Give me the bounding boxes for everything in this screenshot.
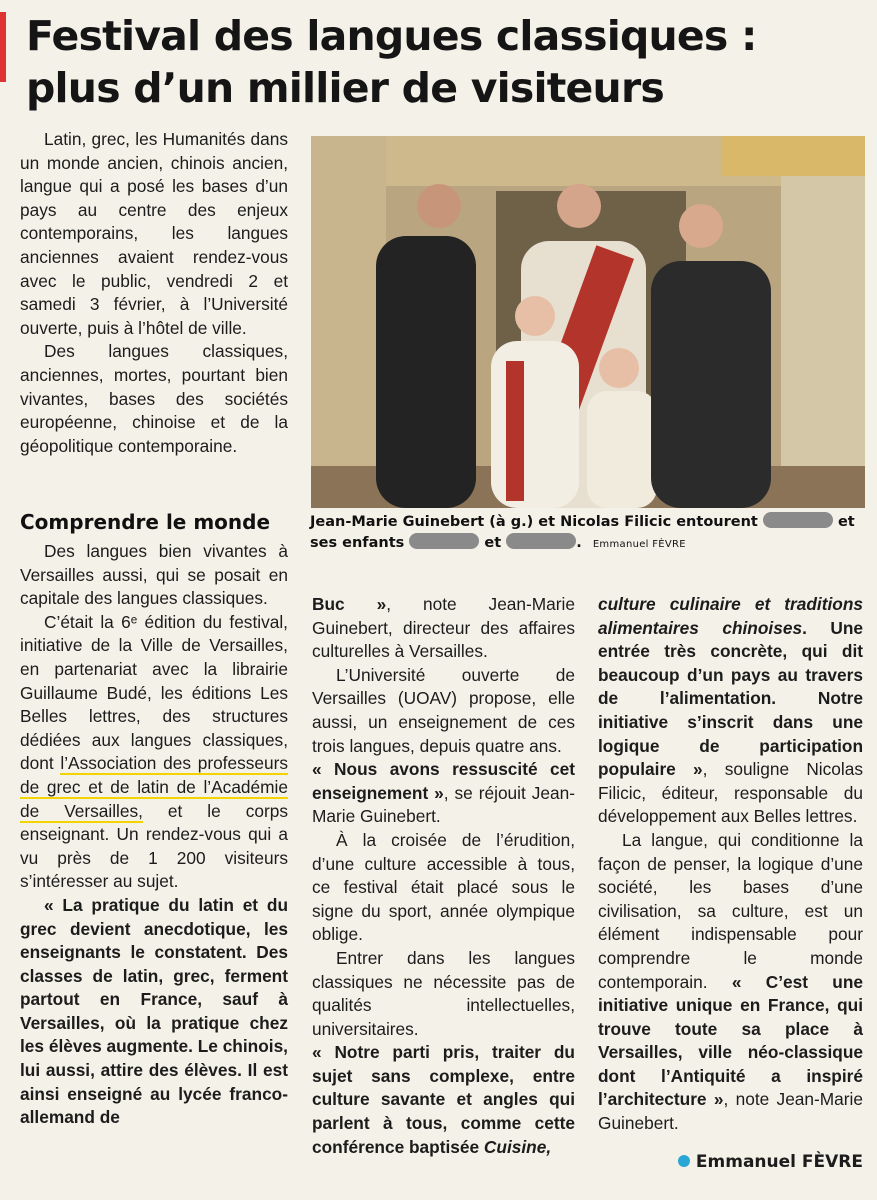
intro-paragraph-2: Des langues classiques, anciennes, mortes, pourtant bien vivantes, bases des sociétés européenne, chinoise et de la géopolitique contemporaine.	[20, 341, 288, 456]
col3-paragraph-2-start: La langue, qui conditionne la façon de penser, la logique d’une société, les bases d’une civilisation, sa culture, est un élément indispensable pour comprendre le monde contemporain.	[598, 829, 863, 992]
event-photo-illustration	[311, 136, 865, 508]
headline	[26, 10, 866, 114]
col3-paragraph-1	[598, 593, 863, 829]
headline-line-1: Festival des langues classiques :	[26, 12, 757, 60]
col2-quote-parti-pris: « Notre parti pris, traiter du sujet sans complexe, entre culture savante et angles qui parlent à tous, comme cette conférence baptisée	[312, 1042, 575, 1157]
col2-quote-end: Buc »	[312, 594, 387, 614]
middle-column	[312, 593, 575, 1159]
col2-attribution: , note Jean-Marie Guinebert, directeur des affaires culturelles à Versailles.	[312, 594, 575, 662]
col3-quote-filicic: . Une entrée très concrète, qui dit beaucoup d’un pays au travers de l’alimentation. Notre initiative s’inscrit dans une logique de participation populaire »	[598, 617, 863, 780]
photo-caption	[310, 512, 865, 555]
col2-conference-title: Cuisine,	[483, 1136, 552, 1157]
section-paragraph-2	[20, 611, 288, 894]
highlighted-association-name: l’Association des professeurs de grec et de latin de l’Académie de Versailles,	[20, 753, 288, 821]
bullet-dot-icon	[678, 1155, 690, 1167]
intro-column	[20, 128, 288, 458]
intro-paragraph-1: Latin, grec, les Humanités dans un monde ancien, chinois ancien, langue qui a posé les bases d’un pays au centre des enjeux contemporains, les langues anciennes avaient rendez-vous avec le public, vendredi 2 et samedi 3 février, à l’Université ouverte, puis à l’hôtel de ville.	[20, 129, 288, 338]
col2-paragraph-3	[312, 758, 575, 829]
blurred-name	[506, 533, 576, 549]
author-name: Emmanuel FÈVRE	[695, 1152, 863, 1172]
caption-part-3: et	[484, 535, 502, 551]
right-column	[598, 593, 863, 1136]
photo-credit: Emmanuel FÈVRE	[592, 539, 686, 550]
col3-conference-title: culture culinaire et traditions alimentaires chinoises	[598, 594, 863, 638]
caption-part-4: .	[576, 535, 582, 551]
section-heading: Comprendre le monde	[20, 510, 271, 534]
caption-part-1: Jean-Marie Guinebert (à g.) et Nicolas Filicic entourent	[310, 514, 758, 530]
col2-paragraph-1	[312, 593, 575, 664]
col3-attribution-guinebert: , note Jean-Marie Guinebert.	[598, 1089, 863, 1134]
blurred-name	[409, 533, 479, 549]
event-photo	[311, 136, 865, 508]
col3-attribution-filicic: , souligne Nicolas Filicic, éditeur, responsable du développement aux Belles lettres.	[598, 759, 863, 827]
col2-paragraph-3-rest: , se réjouit Jean-Marie Guinebert.	[312, 782, 575, 827]
section-paragraph-2-start: C’était la 6ᵉ édition du festival, initiative de la Ville de Versailles, en partenariat avec la librairie Guillaume Budé, les éditions Les Belles lettres, des structures dédiées aux langues classiques, dont	[20, 611, 288, 774]
section-paragraph-2-end: et le corps enseignant. Un rendez-vous qui a vu près de 1 200 visiteurs s’intéresser au sujet.	[20, 800, 288, 892]
author-signature	[678, 1152, 863, 1172]
col3-quote-initiative: « C’est une initiative unique en France, qui trouve toute sa place à Versailles, ville néo-classique dont l’Antiquité a inspiré l’architecture »	[598, 971, 863, 1110]
headline-line-2: plus d’un millier de visiteurs	[26, 64, 664, 112]
col2-paragraph-5: Entrer dans les langues classiques ne nécessite pas de qualités intellectuelles, universitaires.	[312, 947, 575, 1039]
blurred-name	[763, 512, 833, 528]
col2-quote-ressuscite: « Nous avons ressuscité cet enseignement »	[312, 759, 575, 803]
col2-paragraph-4: À la croisée de l’érudition, d’une culture accessible à tous, ce festival était placé sous le signe du sport, année olympique oblige.	[312, 829, 575, 945]
col3-paragraph-2	[598, 829, 863, 1136]
left-column	[20, 540, 288, 1130]
col2-paragraph-2: L’Université ouverte de Versailles (UOAV) propose, elle aussi, un enseignement de ces trois langues, depuis quatre ans.	[312, 664, 575, 756]
section-paragraph-1: Des langues bien vivantes à Versailles aussi, qui se posait en capitale des langues classiques.	[20, 541, 288, 609]
col2-paragraph-6	[312, 1041, 575, 1159]
page-edge-mark	[0, 12, 6, 82]
quote-latin-greek: « La pratique du latin et du grec devient anecdotique, les enseignants le constatent. Des classes de latin, grec, ferment partout en France, sauf à Versailles, où la pratique chez les élèves augmente. Le chinois, lui aussi, attire des élèves. Il est ainsi enseigné au lycée franco-allemand de	[20, 894, 288, 1128]
caption-part-2: et ses enfants	[310, 514, 855, 551]
